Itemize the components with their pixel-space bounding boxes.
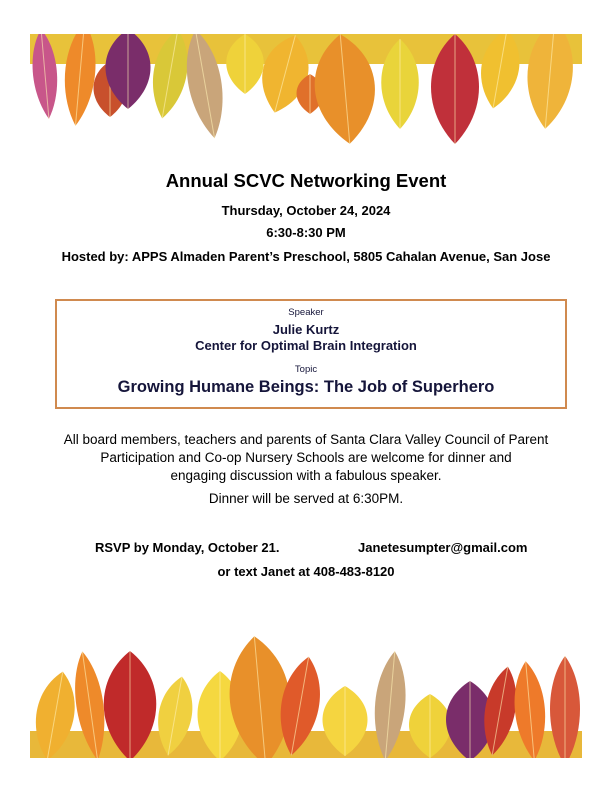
speaker-name: Julie Kurtz (272, 322, 340, 337)
description-line: engaging discussion with a fabulous speaker. (170, 468, 442, 483)
rsvp-text: or text Janet at 408-483-8120 (217, 564, 395, 579)
event-title: Annual SCVC Networking Event (165, 170, 447, 191)
autumn-leaves-border-bottom (30, 636, 582, 758)
rsvp-email[interactable]: Janetesumpter@gmail.com (358, 540, 528, 555)
dinner-note: Dinner will be served at 6:30PM. (208, 491, 404, 506)
speaker-organization: Center for Optimal Brain Integration (195, 338, 417, 353)
event-time: 6:30-8:30 PM (266, 225, 346, 240)
rsvp-deadline: RSVP by Monday, October 21. (95, 540, 280, 555)
speaker-label: Speaker (288, 307, 324, 318)
topic-label: Topic (294, 364, 318, 375)
description-line: All board members, teachers and parents of Santa Clara Valley Council of Parent (63, 432, 549, 447)
autumn-leaves-border-top (30, 34, 582, 144)
event-host: Hosted by: APPS Almaden Parent’s Preschool, 5805 Cahalan Avenue, San Jose (61, 249, 551, 264)
event-date: Thursday, October 24, 2024 (221, 203, 391, 218)
topic-title: Growing Humane Beings: The Job of Superhero (117, 378, 495, 396)
description-line: Participation and Co-op Nursery Schools are welcome for dinner and (100, 450, 512, 465)
